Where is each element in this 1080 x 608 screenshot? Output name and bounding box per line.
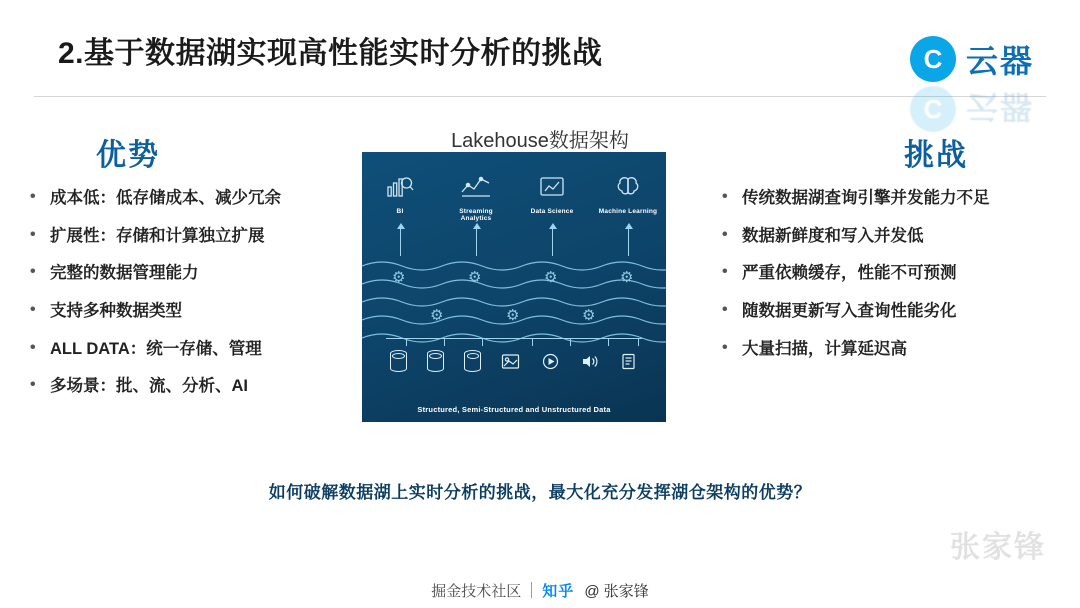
list-item: • 支持多种数据类型: [26, 301, 346, 322]
header-divider: [34, 96, 1046, 97]
footer-question: 如何破解数据湖上实时分析的挑战，最大化充分发挥湖仓架构的优势？: [268, 483, 812, 502]
logo-text: 云器: [965, 43, 1034, 79]
video-play-icon: [541, 353, 560, 370]
watermark-handle: @ 张家锋: [584, 582, 649, 600]
zhihu-logo: 知乎: [542, 582, 575, 600]
arrow-up-icon: [400, 228, 401, 256]
bar-chart-search-icon: [367, 170, 433, 204]
diagram-top-item: [519, 170, 585, 215]
arrow-up-icon: [552, 228, 553, 256]
left-column-heading: 优势: [96, 139, 160, 172]
storage-tick: [608, 338, 609, 346]
database-cylinder-icon: [390, 350, 407, 372]
watermark-community: 掘金技术社区: [431, 582, 522, 600]
storage-connector-line: [386, 338, 642, 339]
storage-tick: [482, 338, 483, 346]
advantages-list: [26, 188, 346, 414]
gear-icon: ⚙: [506, 307, 520, 324]
page-title: 2.基于数据湖实现高性能实时分析的挑战: [58, 37, 603, 70]
icon-label: BI: [396, 208, 404, 215]
gear-icon: ⚙: [582, 307, 596, 324]
diagram-arrows: [362, 224, 666, 260]
list-item: • 随数据更新写入查询性能劣化: [718, 301, 1058, 322]
data-science-icon: [519, 170, 585, 204]
diagram-top-item: [367, 170, 433, 215]
arrow-up-icon: [476, 228, 477, 256]
logo-mark-icon-reflection: C: [910, 86, 956, 132]
right-column-heading: 挑战: [904, 139, 968, 172]
diagram-top-item: [595, 170, 661, 215]
icon-label: Machine Learning: [598, 208, 658, 215]
list-item: • 多场景：批、流、分析、AI: [26, 376, 346, 397]
diagram-top-item: [443, 170, 509, 222]
logo-text-reflection: 云器: [965, 89, 1034, 125]
diagram-title: Lakehouse数据架构: [451, 130, 629, 152]
storage-tick: [444, 338, 445, 346]
watermark-divider: [531, 582, 532, 598]
icon-label: Streaming Analytics: [459, 208, 493, 222]
gear-icon: ⚙: [620, 269, 634, 286]
diagram-top-icon-row: [362, 170, 666, 222]
list-item: • 大量扫描，计算延迟高: [718, 339, 1058, 360]
list-item: • 扩展性：存储和计算独立扩展: [26, 226, 346, 247]
audio-icon: [580, 353, 599, 370]
arrow-up-icon: [628, 228, 629, 256]
list-item: • ALL DATA：统一存储、管理: [26, 339, 346, 360]
gear-icon: ⚙: [430, 307, 444, 324]
storage-tick: [570, 338, 571, 346]
diagram-storage-layer: [380, 338, 648, 396]
list-item: • 传统数据湖查询引擎并发能力不足: [718, 188, 1058, 209]
storage-tick: [638, 338, 639, 346]
list-item: • 成本低：低存储成本、减少冗余: [26, 188, 346, 209]
diagram-caption: Structured, Semi-Structured and Unstructured Data: [417, 405, 611, 414]
watermark-author: 张家锋: [950, 531, 1046, 564]
storage-icon-row: [380, 350, 648, 372]
logo-mark-icon: C: [910, 36, 956, 82]
list-item: • 严重依赖缓存，性能不可预测: [718, 263, 1058, 284]
brand-logo: [910, 36, 1034, 82]
document-icon: [619, 353, 638, 370]
database-cylinder-icon: [464, 350, 481, 372]
brain-icon: [595, 170, 661, 204]
gear-icon: ⚙: [468, 269, 482, 286]
gear-icon: ⚙: [544, 269, 558, 286]
icon-label: Data Science: [530, 208, 574, 215]
storage-tick: [532, 338, 533, 346]
challenges-list: [718, 188, 1058, 376]
database-cylinder-icon: [427, 350, 444, 372]
stream-flow-icon: [443, 170, 509, 204]
gear-icon: ⚙: [392, 269, 406, 286]
watermark-bar: [0, 572, 1080, 608]
list-item: • 完整的数据管理能力: [26, 263, 346, 284]
image-icon: [501, 353, 520, 370]
lakehouse-architecture-diagram: [362, 152, 666, 422]
storage-tick: [406, 338, 407, 346]
list-item: • 数据新鲜度和写入并发低: [718, 226, 1058, 247]
